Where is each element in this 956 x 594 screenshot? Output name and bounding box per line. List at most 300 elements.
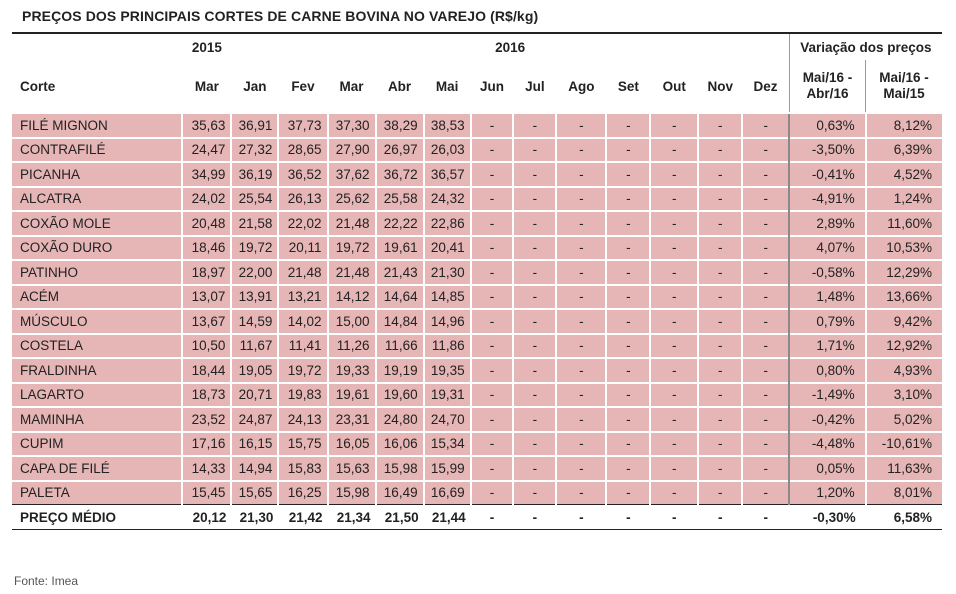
variation-year-cell: 12,29% xyxy=(866,260,942,285)
price-cell: 22,00 xyxy=(231,260,278,285)
price-cell: - xyxy=(471,456,514,481)
price-cell: - xyxy=(556,334,606,359)
variation-year-cell: 5,02% xyxy=(866,407,942,432)
price-cell: - xyxy=(471,162,514,187)
price-cell: 16,49 xyxy=(376,481,424,505)
price-cell: - xyxy=(556,456,606,481)
price-cell: 22,86 xyxy=(424,211,471,236)
price-cell: - xyxy=(698,309,742,334)
price-cell: 17,16 xyxy=(182,432,231,457)
price-cell: 21,43 xyxy=(376,260,424,285)
month-header: Jun xyxy=(480,78,505,94)
price-cell: - xyxy=(650,481,698,505)
price-cell: - xyxy=(742,285,789,310)
price-cell: - xyxy=(471,334,514,359)
price-cell: 19,83 xyxy=(278,383,327,408)
price-cell: - xyxy=(698,358,742,383)
table-row xyxy=(12,260,942,285)
price-cell: - xyxy=(650,358,698,383)
price-cell: 37,73 xyxy=(278,113,327,138)
price-cell: - xyxy=(650,383,698,408)
price-cell: - xyxy=(650,113,698,138)
price-cell: - xyxy=(606,211,650,236)
price-cell: - xyxy=(698,383,742,408)
price-cell: 20,48 xyxy=(182,211,231,236)
price-cell: 19,05 xyxy=(231,358,278,383)
price-cell: - xyxy=(513,260,556,285)
price-cell: 19,72 xyxy=(328,236,376,261)
variation-month-cell: -0,58% xyxy=(789,260,865,285)
month-header: Set xyxy=(617,78,639,94)
price-cell: 14,94 xyxy=(231,456,278,481)
price-cell: - xyxy=(698,456,742,481)
price-cell: 14,84 xyxy=(376,309,424,334)
price-cell: - xyxy=(742,432,789,457)
price-cell: - xyxy=(513,432,556,457)
price-cell: - xyxy=(513,481,556,505)
price-cell: - xyxy=(556,260,606,285)
column-header-corte: Corte xyxy=(20,79,56,94)
price-cell: 36,72 xyxy=(376,162,424,187)
variation-year-cell: 13,66% xyxy=(866,285,942,310)
price-cell: - xyxy=(471,358,514,383)
cut-name: CONTRAFILÉ xyxy=(12,138,182,163)
price-cell: 23,52 xyxy=(182,407,231,432)
price-cell: 18,44 xyxy=(182,358,231,383)
price-cell: - xyxy=(698,211,742,236)
price-cell: 16,05 xyxy=(328,432,376,457)
price-cell: 37,62 xyxy=(328,162,376,187)
variacao-1-header: Mai/16 - Abr/16 xyxy=(789,60,865,113)
price-cell: 15,34 xyxy=(424,432,471,457)
table-row xyxy=(12,187,942,212)
table-row xyxy=(12,456,942,481)
variation-month-cell: -4,48% xyxy=(789,432,865,457)
cut-name: COXÃO DURO xyxy=(12,236,182,261)
price-cell: 26,03 xyxy=(424,138,471,163)
price-cell: 36,19 xyxy=(231,162,278,187)
price-cell: 13,67 xyxy=(182,309,231,334)
price-cell: - xyxy=(650,334,698,359)
cut-name: PALETA xyxy=(12,481,182,505)
cut-name: CUPIM xyxy=(12,432,182,457)
price-cell: - xyxy=(513,456,556,481)
price-cell: 37,30 xyxy=(328,113,376,138)
price-cell: - xyxy=(471,285,514,310)
price-cell: - xyxy=(742,505,789,530)
price-cell: - xyxy=(698,236,742,261)
month-header: Jul xyxy=(525,78,545,94)
cut-name: PICANHA xyxy=(12,162,182,187)
price-cell: 13,91 xyxy=(231,285,278,310)
price-cell: - xyxy=(650,211,698,236)
variation-year-cell: 12,92% xyxy=(866,334,942,359)
price-cell: 10,50 xyxy=(182,334,231,359)
price-cell: - xyxy=(556,138,606,163)
table-row xyxy=(12,309,942,334)
month-header: Fev xyxy=(291,78,315,94)
month-header: Ago xyxy=(568,78,595,94)
price-cell: - xyxy=(513,407,556,432)
cut-name: CAPA DE FILÉ xyxy=(12,456,182,481)
variation-month-cell: 0,80% xyxy=(789,358,865,383)
price-cell: - xyxy=(606,407,650,432)
price-cell: 21,30 xyxy=(424,260,471,285)
price-cell: 16,06 xyxy=(376,432,424,457)
price-cell: 18,97 xyxy=(182,260,231,285)
price-cell: 19,61 xyxy=(376,236,424,261)
price-cell: - xyxy=(698,407,742,432)
price-cell: 36,52 xyxy=(278,162,327,187)
month-header: Out xyxy=(662,78,686,94)
price-cell: 15,00 xyxy=(328,309,376,334)
price-cell: 15,75 xyxy=(278,432,327,457)
price-cell: 19,19 xyxy=(376,358,424,383)
price-cell: - xyxy=(606,260,650,285)
price-cell: - xyxy=(650,505,698,530)
price-cell: 26,13 xyxy=(278,187,327,212)
price-cell: 15,63 xyxy=(328,456,376,481)
table-title: PREÇOS DOS PRINCIPAIS CORTES DE CARNE BOVINA NO VAREJO (R$/kg) xyxy=(22,8,539,24)
price-cell: - xyxy=(742,309,789,334)
price-cell: - xyxy=(471,187,514,212)
price-cell: - xyxy=(513,138,556,163)
variation-month-cell: -0,41% xyxy=(789,162,865,187)
price-cell: 34,99 xyxy=(182,162,231,187)
variation-year-cell: 6,58% xyxy=(866,505,942,530)
price-cell: - xyxy=(556,432,606,457)
variation-year-cell: 8,01% xyxy=(866,481,942,505)
cut-name: ALCATRA xyxy=(12,187,182,212)
price-cell: 38,29 xyxy=(376,113,424,138)
price-cell: - xyxy=(698,187,742,212)
price-cell: - xyxy=(471,505,514,530)
price-cell: 21,48 xyxy=(328,260,376,285)
variation-year-cell: 3,10% xyxy=(866,383,942,408)
price-cell: - xyxy=(606,505,650,530)
price-cell: 35,63 xyxy=(182,113,231,138)
price-cell: 19,72 xyxy=(278,358,327,383)
price-cell: - xyxy=(742,211,789,236)
variacao-header: Variação dos preços xyxy=(789,34,942,60)
table-row xyxy=(12,211,942,236)
price-cell: 11,41 xyxy=(278,334,327,359)
price-cell: 36,57 xyxy=(424,162,471,187)
price-cell: - xyxy=(606,383,650,408)
year-2015-header: 2015 xyxy=(191,39,222,55)
variation-month-cell: 0,63% xyxy=(789,113,865,138)
variation-month-cell: 1,48% xyxy=(789,285,865,310)
variation-year-cell: 9,42% xyxy=(866,309,942,334)
price-cell: 19,72 xyxy=(231,236,278,261)
price-cell: 14,33 xyxy=(182,456,231,481)
price-cell: 20,71 xyxy=(231,383,278,408)
month-header: Dez xyxy=(753,78,778,94)
price-cell: 15,98 xyxy=(328,481,376,505)
price-cell: - xyxy=(556,236,606,261)
price-cell: - xyxy=(471,236,514,261)
month-header: Mai xyxy=(435,78,459,94)
price-cell: 16,69 xyxy=(424,481,471,505)
price-cell: 24,02 xyxy=(182,187,231,212)
price-cell: 38,53 xyxy=(424,113,471,138)
cut-name: COSTELA xyxy=(12,334,182,359)
price-cell: - xyxy=(606,236,650,261)
price-cell: 15,45 xyxy=(182,481,231,505)
price-cell: 22,02 xyxy=(278,211,327,236)
table-row xyxy=(12,162,942,187)
price-cell: 18,46 xyxy=(182,236,231,261)
price-cell: - xyxy=(742,407,789,432)
cut-name: COXÃO MOLE xyxy=(12,211,182,236)
price-cell: 24,87 xyxy=(231,407,278,432)
price-cell: - xyxy=(606,138,650,163)
price-cell: 11,67 xyxy=(231,334,278,359)
price-cell: 25,58 xyxy=(376,187,424,212)
month-header: Mar xyxy=(194,78,219,94)
price-cell: 21,58 xyxy=(231,211,278,236)
total-row xyxy=(12,505,942,530)
price-cell: 20,11 xyxy=(278,236,327,261)
variation-month-cell: 1,20% xyxy=(789,481,865,505)
price-cell: 25,54 xyxy=(231,187,278,212)
price-cell: - xyxy=(606,187,650,212)
price-cell: - xyxy=(650,236,698,261)
variation-month-cell: 1,71% xyxy=(789,334,865,359)
price-cell: - xyxy=(742,358,789,383)
price-cell: - xyxy=(650,138,698,163)
price-cell: - xyxy=(471,383,514,408)
price-cell: - xyxy=(513,211,556,236)
price-cell: 19,31 xyxy=(424,383,471,408)
price-cell: - xyxy=(471,481,514,505)
table-row xyxy=(12,113,942,138)
price-cell: - xyxy=(650,260,698,285)
price-cell: - xyxy=(471,432,514,457)
price-cell: 26,97 xyxy=(376,138,424,163)
price-cell: - xyxy=(556,113,606,138)
price-cell: - xyxy=(742,138,789,163)
price-cell: - xyxy=(556,505,606,530)
variation-month-cell: -0,30% xyxy=(789,505,865,530)
price-cell: - xyxy=(556,383,606,408)
price-cell: 20,12 xyxy=(182,505,231,530)
variation-year-cell: -10,61% xyxy=(866,432,942,457)
year-2016-header: 2016 xyxy=(495,39,526,55)
price-cell: - xyxy=(513,113,556,138)
price-cell: - xyxy=(742,334,789,359)
price-cell: 14,02 xyxy=(278,309,327,334)
price-cell: - xyxy=(556,285,606,310)
variation-month-cell: -4,91% xyxy=(789,187,865,212)
price-cell: 15,98 xyxy=(376,456,424,481)
table-row xyxy=(12,285,942,310)
price-cell: - xyxy=(698,162,742,187)
price-cell: 21,44 xyxy=(424,505,471,530)
variation-year-cell: 10,53% xyxy=(866,236,942,261)
price-cell: - xyxy=(742,260,789,285)
price-cell: 28,65 xyxy=(278,138,327,163)
variation-month-cell: 2,89% xyxy=(789,211,865,236)
price-cell: 25,62 xyxy=(328,187,376,212)
variation-year-cell: 4,52% xyxy=(866,162,942,187)
price-cell: - xyxy=(471,113,514,138)
variacao-2-header: Mai/16 - Mai/15 xyxy=(866,60,942,113)
price-cell: - xyxy=(606,481,650,505)
table-row xyxy=(12,138,942,163)
month-header: Nov xyxy=(707,78,734,94)
price-cell: - xyxy=(698,260,742,285)
price-cell: - xyxy=(471,309,514,334)
variation-month-cell: -0,42% xyxy=(789,407,865,432)
variation-month-cell: -3,50% xyxy=(789,138,865,163)
price-cell: 11,86 xyxy=(424,334,471,359)
price-cell: - xyxy=(698,285,742,310)
price-cell: - xyxy=(556,211,606,236)
price-cell: 15,83 xyxy=(278,456,327,481)
price-cell: - xyxy=(513,162,556,187)
price-cell: - xyxy=(556,358,606,383)
price-cell: - xyxy=(513,358,556,383)
price-cell: 14,85 xyxy=(424,285,471,310)
price-cell: - xyxy=(742,187,789,212)
price-cell: 14,59 xyxy=(231,309,278,334)
price-cell: 23,31 xyxy=(328,407,376,432)
price-cell: 14,64 xyxy=(376,285,424,310)
price-cell: - xyxy=(698,481,742,505)
cut-name: ACÉM xyxy=(12,285,182,310)
price-cell: - xyxy=(698,334,742,359)
price-cell: - xyxy=(556,309,606,334)
table-row xyxy=(12,358,942,383)
month-header: Abr xyxy=(387,78,412,94)
price-cell: - xyxy=(513,383,556,408)
price-cell: - xyxy=(650,309,698,334)
price-cell: 21,48 xyxy=(328,211,376,236)
price-cell: - xyxy=(742,383,789,408)
price-cell: - xyxy=(513,334,556,359)
price-cell: - xyxy=(606,162,650,187)
price-cell: - xyxy=(471,407,514,432)
cut-name: LAGARTO xyxy=(12,383,182,408)
price-cell: 11,66 xyxy=(376,334,424,359)
price-cell: 36,91 xyxy=(231,113,278,138)
price-cell: 13,07 xyxy=(182,285,231,310)
price-cell: - xyxy=(556,481,606,505)
price-cell: 14,96 xyxy=(424,309,471,334)
price-cell: - xyxy=(650,432,698,457)
price-cell: 19,33 xyxy=(328,358,376,383)
price-cell: - xyxy=(513,187,556,212)
price-cell: - xyxy=(650,285,698,310)
price-cell: - xyxy=(650,187,698,212)
price-cell: 24,47 xyxy=(182,138,231,163)
price-cell: - xyxy=(606,432,650,457)
price-cell: - xyxy=(742,113,789,138)
price-cell: 20,41 xyxy=(424,236,471,261)
price-cell: 24,32 xyxy=(424,187,471,212)
price-cell: - xyxy=(471,138,514,163)
price-cell: 24,80 xyxy=(376,407,424,432)
price-cell: 21,48 xyxy=(278,260,327,285)
price-cell: - xyxy=(606,285,650,310)
price-cell: - xyxy=(556,407,606,432)
price-cell: 22,22 xyxy=(376,211,424,236)
price-cell: 21,34 xyxy=(328,505,376,530)
price-cell: - xyxy=(742,162,789,187)
variation-month-cell: 4,07% xyxy=(789,236,865,261)
price-cell: 21,30 xyxy=(231,505,278,530)
month-header: Jan xyxy=(243,78,267,94)
table-row xyxy=(12,334,942,359)
price-cell: - xyxy=(698,505,742,530)
variation-month-cell: -1,49% xyxy=(789,383,865,408)
price-cell: 19,35 xyxy=(424,358,471,383)
variation-year-cell: 4,93% xyxy=(866,358,942,383)
table-row xyxy=(12,236,942,261)
price-cell: 14,12 xyxy=(328,285,376,310)
price-cell: - xyxy=(742,456,789,481)
price-cell: - xyxy=(513,285,556,310)
price-cell: - xyxy=(606,456,650,481)
price-cell: 24,13 xyxy=(278,407,327,432)
price-cell: - xyxy=(471,211,514,236)
price-cell: 15,65 xyxy=(231,481,278,505)
price-cell: - xyxy=(471,260,514,285)
price-cell: 27,32 xyxy=(231,138,278,163)
variation-year-cell: 11,63% xyxy=(866,456,942,481)
variation-year-cell: 6,39% xyxy=(866,138,942,163)
price-cell: 15,99 xyxy=(424,456,471,481)
price-cell: - xyxy=(698,113,742,138)
source-note: Fonte: Imea xyxy=(14,574,79,588)
table-row xyxy=(12,407,942,432)
month-header: Mar xyxy=(339,78,364,94)
price-cell: 16,25 xyxy=(278,481,327,505)
price-cell: - xyxy=(606,334,650,359)
price-cell: 19,61 xyxy=(328,383,376,408)
price-cell: 13,21 xyxy=(278,285,327,310)
variation-year-cell: 8,12% xyxy=(866,113,942,138)
price-cell: - xyxy=(698,432,742,457)
variation-month-cell: 0,79% xyxy=(789,309,865,334)
price-cell: - xyxy=(650,162,698,187)
table-row xyxy=(12,432,942,457)
price-cell: 11,26 xyxy=(328,334,376,359)
price-cell: - xyxy=(650,407,698,432)
price-cell: 21,50 xyxy=(376,505,424,530)
cut-name: MÚSCULO xyxy=(12,309,182,334)
price-cell: 19,60 xyxy=(376,383,424,408)
price-cell: - xyxy=(606,358,650,383)
price-cell: 16,15 xyxy=(231,432,278,457)
table-row xyxy=(12,383,942,408)
price-cell: 18,73 xyxy=(182,383,231,408)
variation-year-cell: 11,60% xyxy=(866,211,942,236)
cut-name: MAMINHA xyxy=(12,407,182,432)
cut-name: FRALDINHA xyxy=(12,358,182,383)
price-cell: - xyxy=(742,481,789,505)
price-table xyxy=(12,34,942,530)
price-cell: 27,90 xyxy=(328,138,376,163)
variation-year-cell: 1,24% xyxy=(866,187,942,212)
price-cell: 24,70 xyxy=(424,407,471,432)
price-cell: - xyxy=(556,187,606,212)
price-cell: - xyxy=(606,113,650,138)
price-cell: - xyxy=(556,162,606,187)
variation-month-cell: 0,05% xyxy=(789,456,865,481)
price-cell: - xyxy=(513,309,556,334)
